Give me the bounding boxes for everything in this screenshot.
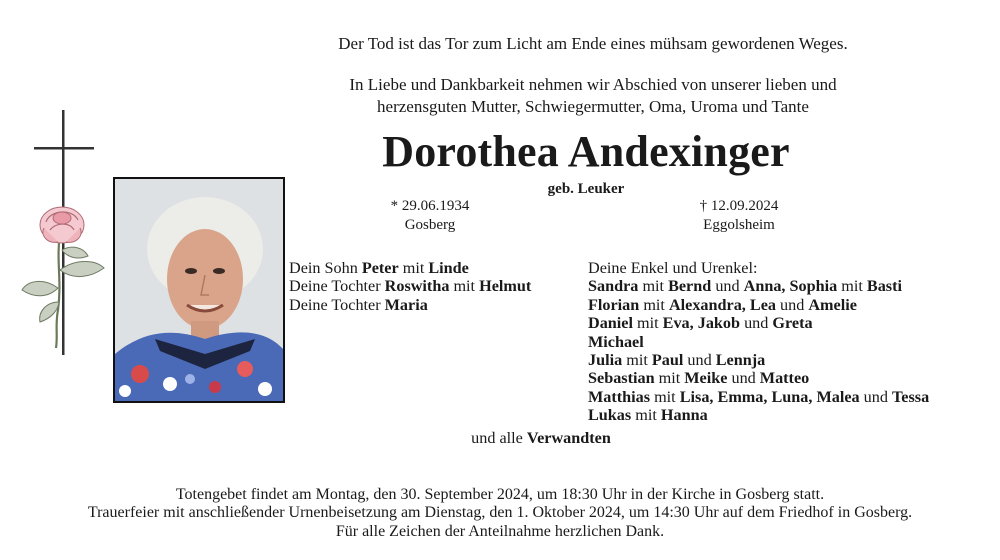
text-segment: und [683, 351, 716, 370]
family-right-column [588, 259, 929, 425]
family-line [588, 406, 929, 424]
text-segment: Deine Tochter [289, 277, 385, 296]
death-place: Eggolsheim [703, 217, 775, 233]
text-segment: und alle [471, 429, 527, 447]
name-segment: Helmut [479, 277, 532, 296]
text-segment: und [859, 387, 892, 406]
name-segment: Julia [588, 351, 623, 370]
family-line [588, 277, 929, 295]
name-segment: Linde [428, 259, 469, 277]
family-line [588, 369, 929, 387]
intro-line: In Liebe und Dankbarkeit nehmen wir Abschied von unserer lieben und [349, 75, 837, 94]
name-segment: Bernd [668, 277, 712, 296]
text-segment: Dein Sohn [289, 259, 362, 277]
family-line [289, 296, 531, 314]
text-segment: Deine Enkel und Urenkel: [588, 259, 758, 277]
family-line [588, 296, 929, 314]
name-segment: Greta [772, 314, 813, 333]
name-segment: Peter [361, 259, 399, 277]
text-segment: mit [449, 277, 480, 296]
family-line [588, 388, 929, 406]
name-segment: Verwandten [526, 429, 611, 447]
text-segment: mit [650, 387, 680, 406]
family-line [289, 277, 531, 295]
cross-rose-graphic [18, 110, 118, 360]
intro-text [0, 74, 1000, 118]
motto-line: Der Tod ist das Tor zum Licht am Ende eines mühsam gewordenen Weges. [338, 34, 848, 53]
name-segment: Basti [866, 277, 902, 296]
intro-line: herzensguten Mutter, Schwiegermutter, Oma, Uroma und Tante [377, 97, 809, 116]
birth-place: Gosberg [404, 217, 456, 233]
name-segment: Eva, Jakob [662, 314, 741, 333]
text-segment: mit [398, 259, 429, 277]
name-segment: Sebastian [588, 369, 655, 388]
family-line [588, 314, 929, 332]
text-segment: mit [622, 351, 652, 370]
family-line [289, 259, 531, 277]
name-segment: Meike [684, 369, 728, 388]
footer-line: Totengebet findet am Montag, den 30. September 2024, um 18:30 Uhr in der Kirche in Gosberg statt. [175, 486, 825, 503]
text-segment: mit [654, 369, 685, 388]
death-info [664, 197, 814, 235]
footer-line: Trauerfeier mit anschließender Urnenbeisetzung am Dienstag, den 1. Oktober 2024, um 14:30 Uhr auf dem Friedhof in Gosberg. [87, 504, 913, 522]
family-left-column [289, 259, 531, 314]
family-line [588, 259, 929, 277]
relatives-line [0, 429, 1000, 448]
name-segment: Lukas [588, 406, 632, 425]
text-segment: und [775, 295, 809, 314]
text-segment: und [740, 314, 773, 333]
name-segment: Sandra [588, 277, 639, 296]
deceased-name: Dorothea Andexinger [382, 127, 790, 176]
name-segment: Roswitha [384, 277, 450, 296]
birth-info [360, 197, 500, 235]
name-segment: Paul [651, 351, 684, 370]
text-segment: Deine Tochter [289, 295, 385, 314]
footer-text [0, 486, 1000, 541]
text-segment: mit [638, 277, 669, 296]
name-segment: Maria [384, 295, 428, 314]
portrait-photo [113, 177, 285, 403]
name-segment: Michael [588, 332, 644, 351]
name-segment: Matthias [588, 387, 651, 406]
text-segment: mit [632, 314, 663, 333]
family-line [588, 351, 929, 369]
footer-line: Für alle Zeichen der Anteilnahme herzlichen Dank. [335, 522, 665, 540]
name-segment: Alexandra, Lea [668, 295, 776, 314]
name-segment: Florian [588, 295, 640, 314]
name-segment: Amelie [808, 295, 857, 314]
name-segment: Tessa [891, 387, 930, 406]
death-date: † 12.09.2024 [699, 198, 779, 214]
text-segment: mit [639, 295, 669, 314]
name-segment: Lisa, Emma, Luna, Malea [679, 387, 860, 406]
text-segment: und [727, 369, 760, 388]
name-segment: Matteo [759, 369, 810, 388]
name-segment: Hanna [660, 406, 708, 425]
name-segment: Lennja [715, 351, 766, 370]
text-segment: und [711, 277, 744, 296]
maiden-name: geb. Leuker [547, 181, 625, 197]
family-line [588, 333, 929, 351]
birth-date: * 29.06.1934 [390, 198, 470, 214]
text-segment: mit [631, 406, 661, 425]
name-segment: Anna, Sophia [743, 277, 838, 296]
text-segment: mit [837, 277, 867, 296]
name-segment: Daniel [588, 314, 633, 333]
